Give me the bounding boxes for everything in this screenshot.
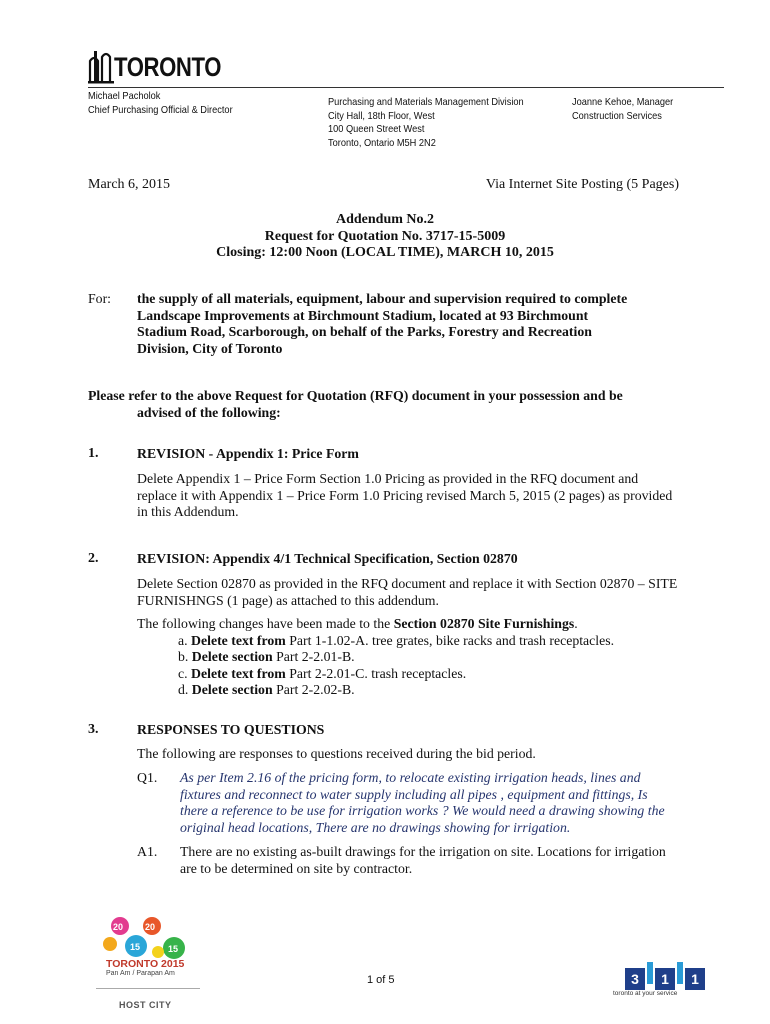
section-3-intro: The following are responses to questions received during the bid period. [137, 746, 536, 761]
section-2-changes [137, 616, 692, 699]
svg-text:20: 20 [113, 922, 124, 932]
posting-info: Via Internet Site Posting (5 Pages) [485, 177, 679, 192]
body-line: in this Addendum. [137, 504, 239, 519]
addendum-title [88, 212, 682, 262]
section-1-heading: REVISION - Appendix 1: Price Form [137, 446, 359, 461]
header-middle [328, 96, 524, 150]
for-label: For: [88, 291, 111, 306]
svg-text:15: 15 [130, 942, 141, 952]
question-line: fixtures and reconnect to water supply including all pipes , equipment and fittings, Is [180, 786, 648, 802]
section-1-body [137, 471, 692, 521]
answer-line: are to be determined on site by contractor. [180, 860, 413, 876]
manager-unit: Construction Services [572, 109, 662, 122]
311-badge [625, 962, 707, 990]
change-item: b. Delete section Part 2-2.01-B. [178, 649, 355, 664]
official-title: Chief Purchasing Official & Director [88, 103, 233, 116]
footer-divider [96, 988, 200, 989]
section-3-number: 3. [88, 722, 99, 737]
badge-digit: 3 [625, 968, 645, 990]
badge-dot [677, 962, 683, 984]
change-item: d. Delete section Part 2-2.02-B. [178, 682, 355, 697]
answer-text [180, 844, 690, 877]
official-name: Michael Pacholok [88, 90, 161, 102]
badge-digit: 1 [685, 968, 705, 990]
for-line: Landscape Improvements at Birchmount Stadium, located at 93 Birchmount [137, 307, 589, 323]
body-line: FURNISHNGS (1 page) as attached to this addendum. [137, 592, 439, 608]
document-date: March 6, 2015 [88, 177, 171, 192]
question-label: Q1. [137, 770, 158, 785]
header-rule [88, 87, 724, 88]
address-line-3: Toronto, Ontario M5H 2N2 [328, 136, 436, 149]
question-line: original head locations, There are no drawings showing for irrigation. [180, 819, 571, 835]
body-line: replace it with Appendix 1 – Price Form 1.0 Pricing revised March 5, 2015 (2 pages) as provided [137, 487, 673, 503]
section-2-number: 2. [88, 551, 99, 566]
svg-text:15: 15 [168, 944, 179, 954]
change-item: a. Delete text from Part 1-1.02-A. tree grates, bike racks and trash receptacles. [178, 632, 615, 648]
section-1-number: 1. [88, 446, 99, 461]
section-2-heading: REVISION: Appendix 4/1 Technical Specification, Section 02870 [137, 551, 518, 566]
body-line: Delete Appendix 1 – Price Form Section 1.0 Pricing as provided in the RFQ document and [137, 471, 639, 486]
question-line: there a reference to be use for irrigation works ? We would need a drawing showing the [180, 803, 665, 818]
intro-line: Please refer to the above Request for Quotation (RFQ) document in your possession and be [88, 388, 623, 403]
header-right [572, 96, 673, 123]
division-name: Purchasing and Materials Management Division [328, 96, 524, 108]
rfq-number: Request for Quotation No. 3717-15-5009 [264, 228, 506, 244]
badge-digit: 1 [655, 968, 675, 990]
question-text [180, 770, 690, 836]
host-city-label: HOST CITY [119, 1000, 172, 1010]
games-subtitle: Pan Am / Parapan Am [106, 970, 175, 977]
closing-info: Closing: 12:00 Noon (LOCAL TIME), MARCH 10, 2015 [216, 245, 554, 260]
addendum-number: Addendum No.2 [335, 212, 435, 227]
311-tagline: toronto at your service [613, 990, 678, 997]
for-line: Division, City of Toronto [137, 340, 283, 356]
for-line: the supply of all materials, equipment, labour and supervision required to complete [137, 291, 628, 306]
changes-intro: The following changes have been made to the Section 02870 Site Furnishings. [137, 616, 578, 631]
section-2-body [137, 576, 692, 609]
intro-line: advised of the following: [137, 404, 281, 420]
address-line-2: 100 Queen Street West [328, 123, 425, 135]
answer-label: A1. [137, 844, 158, 859]
svg-text:20: 20 [145, 922, 156, 932]
change-item: c. Delete text from Part 2-2.01-C. trash receptacles. [178, 665, 467, 681]
section-3-heading: RESPONSES TO QUESTIONS [137, 722, 325, 737]
games-title: TORONTO 2015 [106, 958, 185, 970]
manager-name: Joanne Kehoe, Manager [572, 96, 674, 108]
answer-line: There are no existing as-built drawings for the irrigation on site. Locations for irrigation [180, 844, 666, 859]
page-number: 1 of 5 [367, 974, 395, 986]
badge-dot [647, 962, 653, 984]
toronto-wordmark: TORONTO [114, 52, 222, 82]
question-line: As per Item 2.16 of the pricing form, to relocate existing irrigation heads, lines and [180, 770, 641, 785]
intro-paragraph [88, 388, 688, 421]
address-line-1: City Hall, 18th Floor, West [328, 109, 435, 122]
changes-section-name: Section 02870 Site Furnishings [393, 616, 575, 631]
header-left [88, 90, 233, 117]
for-description [137, 291, 697, 357]
body-line: Delete Section 02870 as provided in the RFQ document and replace it with Section 02870 – SITE [137, 576, 678, 591]
for-line: Stadium Road, Scarborough, on behalf of the Parks, Forestry and Recreation [137, 324, 592, 339]
